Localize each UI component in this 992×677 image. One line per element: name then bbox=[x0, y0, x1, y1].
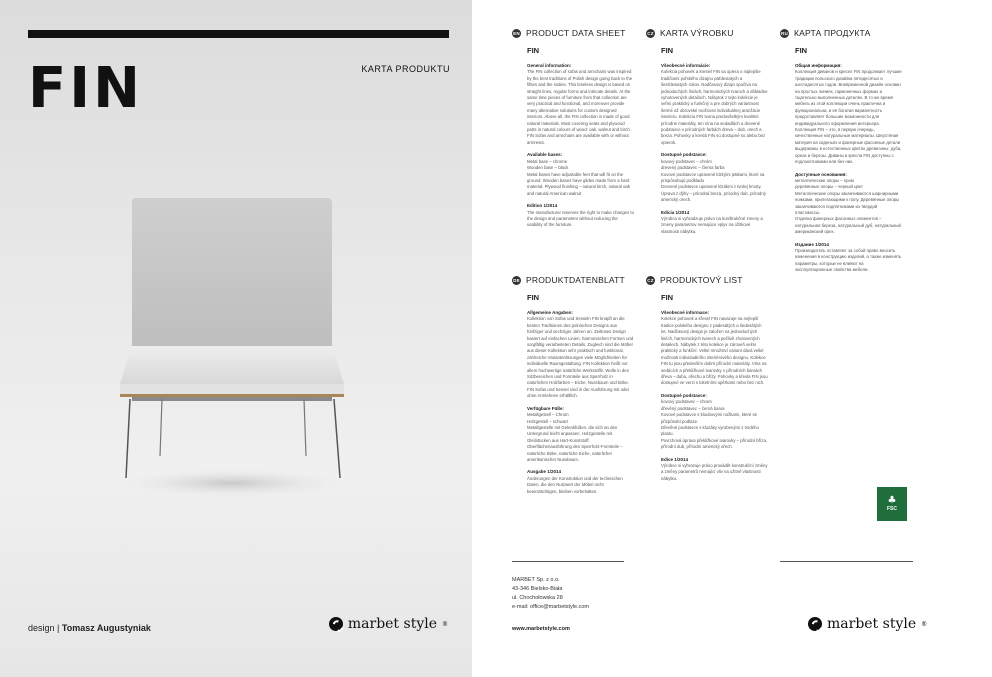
section-cz2: CZ PRODUKTOVÝ LIST FIN Všeobecné informace: Kolekce pohovek a křesel FIN navazuje na nejlepší tradice polského designu z padesátých a šedesátých let. Nadčasový design je založen na jednoduchých liniích, harmonických tvarech a pečlivě zhotovených detailech. Nábytek z této kolekce je zároveň velmi praktický a funkční. Velké množství variant dává velké možnosti individuálního interiérového designu. Kolekce FIN tu jsou především dobré přírodní materiály. Vlna na sedácích a překližkové tvarovky v přírodních barvách dřeva – dubu, ořechu a břízy. Pohovky a křesla FIN jsou dostupné ve verzi s loketními opěrkami nebo bez nich. Dostupné podstavce: kovový podstavec – chrom dřevěný podstavec – černá barva Kovové podstavce s kloubovými nožkami, které se přizpůsobí podlaze. Dřevěné podstavce s kluzáky vyrobenými z tvrdého plastu. Povrchová úprava překližkové tvarovky – přírodní bříza, přírodní dub, přírodní americký ořech. Edice 1/2014 Výrobce si vyhrazuje právo provádět konstrukční změny a změny parametrů nemající vliv na užitné vlastnosti nábytku. bbox=[647, 275, 768, 481]
flag-en-icon: EN bbox=[513, 30, 520, 36]
section-heading: PRODUCT DATA SHEET bbox=[526, 28, 626, 38]
flag-ru-icon: RU bbox=[781, 30, 788, 36]
product-name: FIN bbox=[661, 46, 674, 55]
section-en: EN PRODUCT DATA SHEET FIN General information: The FIN collection of sofas and armchairs was inspired by the best traditions of Polish design going back to the fifties and the sixties. This timeless design is based on straight lines, regular forms and intricate details. At the same time pieces of furniture from that collection are very practical and functional, and moreover provide many alternative solutions for custom designed interiors. Above all, the FIN collection is made of good natural materials. Most covering seats and plywood parts in natural colours of wood: oak, walnut and birch. FIN Sofas and armchairs are available with or without armrests. Available bases: Metal base – chrome Wooden base – black Metal bases have adjustable feet that will fit on the ground. Wooden bases have glides made from a hard material. Plywood finishing – natural birch, natural oak and natural American walnut Edition 1/2014 The manufacturer reserves the right to make changes to the design and parameters without reducing the usability of the furniture. bbox=[513, 28, 634, 228]
section-ru: RU КАРТА ПРОДУКТА FIN Общая информация: Коллекция диванов и кресел FIN продолжает лучшие традиции польского дизайна пятидесятых и шестидесятых годов. Вневременной дизайн основан на простых линиях, гармоничных формах и тщательно выполненных деталях. В то же время мебель из этой коллекции очень практична и функциональна, и её богатая вариантность предоставляет большие возможности для индивидуального оформления интерьера. Коллекция FIN – это, в первую очередь, качественные натуральные материалы. Шерстяная материя на сиденьях и фанерные фасонные детали выдержаны в естественных цветах древесины: дуба, ореха и березы. Диваны и кресла FIN доступны с подлокотниками или без них. Доступные основания: металлические опоры – хром деревянные опоры – черный цвет Металлические опоры заканчиваются шарнирными ножками, прилегающими к полу. Деревянные опоры заканчиваются подпятниками из твердой пластмассы. Отделка фанерных фасонных элементов – натуральная береза, натуральный дуб, натуральный американский орех. Издание 1/2014 Производитель оставляет за собой право вносить изменения в конструкцию изделий, а также изменять параметры, которые не влияют на эксплуатационные свойства мебели. bbox=[781, 28, 902, 273]
designer-name: Tomasz Augustyniak bbox=[61, 623, 151, 633]
section-de: DE PRODUKTDATENBLATT FIN Allgemeine Angaben: Kollektion von Sofas und Sesseln FIN knüpft an die besten Traditionen des polnischen Designs aus fünfziger und sechziger Jahren an. Zeitloses Design basiert auf einfachen Linien, harmonischen Formen und sorgfältig verarbeiteten Details. Zugleich sind die Möbel aus dieser Kollektion sehr praktisch und funktional, zahlreiche Variantenlösungen viele Möglichkeiten für individuelle Raumgestaltung. FIN Kollektion heißt vor allem hochwertige natürliche Werkstoffe. Wolle in den Sitzbereichen und Formteile aus Sperrholz in natürlichen Holzfarben – Eiche, Nussbaum und Birke. FIN Sofas und Sessel sind in der Ausführung mit oder ohne Armlehnen erhältlich. Verfügbare Füße: Metallgestell – Chrom Holzgestell – schwarz Metallgestelle mit Gelenkfüßen, die sich an den Untergrund leicht anpassen. Holzgestelle mit Gleitstücken aus Hart-Kunststoff. Oberflächenausführung des Sperrholz-Formteile – natürliche Birke, natürliche Eiche, natürlicher amerikanischer Nussbaum. Ausgabe 1/2014 Änderungen der Konstruktion und der technischen Daten, die den Nutzwert der Möbel nicht beeinträchtigen, bleiben vorbehalten. bbox=[513, 275, 634, 494]
fsc-logo: ♣ FSC bbox=[874, 487, 910, 549]
document-subtitle: KARTA PRODUKTU bbox=[361, 64, 450, 74]
flag-cz-icon: CZ bbox=[647, 277, 654, 283]
cover-page bbox=[0, 0, 472, 677]
company-address: MARBET Sp. z o.o. 43-346 Bielsko-Biała ul. Chochołowska 28 e-mail: office@marbetstyle.com bbox=[512, 577, 590, 610]
section-heading: КАРТА ПРОДУКТА bbox=[794, 28, 871, 38]
flag-cz-icon: CZ bbox=[647, 30, 654, 36]
flag-de-icon: DE bbox=[513, 277, 520, 283]
chair-image bbox=[112, 198, 352, 498]
product-name: FIN bbox=[795, 46, 808, 55]
website-link[interactable]: www.marbetstyle.com bbox=[512, 626, 570, 632]
section-cz: CZ KARTA VÝROBKU FIN Všeobecné informácie: Kolekcia pohovek a kresiel FIN sa opiera o najlepšie tradičiami poľského dizajnu päťdesiatych a šesťdesiatych rokov. Nadčasový dizajn spočíva na jednoduchých líniách, harmonických tvaroch a dôkladne vyhotovených detailoch. Nábytok z tejto kolekcie je veľmi praktický a funkčný a pre dobrých variantnost šetrné až obrovské možnosti individuálnej aranžácie interieru. Kolekciu FIN tvoria predovšetkým kvalitné prírodné materiály, ten sína na sedadlách a drevené podstavce v prírodných farbách dreva – dub, orech a breza. Pohovky a kreslá FIN sú dostupné so alebo bez opierok. Dostupné podstavce: kovový podstavec – chróm drevený podstavec – čierna farba Kovové podstavce upravené klzkými pätkami, ktoré sa prispôsobujú podkladu Drevené podstavce upravené klzákmi z tvrdej hmoty. Úprava z dýhy – prírodná breza, prírodný dub, prírodný americký orech. Edícia 1/2014 Výrobca si vyhradzuje právo na konštrukčné zmeny a zmeny parametrov nemajúce vplyv na úžitkové vlastnosti nábytku. bbox=[647, 28, 768, 234]
divider bbox=[780, 561, 913, 562]
divider bbox=[512, 561, 624, 562]
designer-credit: design | Tomasz Augustyniak bbox=[28, 623, 151, 633]
brand-mark-icon bbox=[808, 617, 822, 631]
section-heading: KARTA VÝROBKU bbox=[660, 28, 734, 38]
product-title: FIN bbox=[28, 56, 143, 121]
tree-icon: ♣ bbox=[887, 495, 897, 506]
section-heading: PRODUKTDATENBLATT bbox=[526, 275, 625, 285]
top-bar bbox=[28, 30, 449, 38]
brand-logo: marbet style ® bbox=[808, 616, 927, 632]
product-name: FIN bbox=[661, 293, 674, 302]
product-name: FIN bbox=[527, 46, 540, 55]
section-heading: PRODUKTOVÝ LIST bbox=[660, 275, 743, 285]
product-name: FIN bbox=[527, 293, 540, 302]
brand-logo: marbet style ® bbox=[329, 616, 448, 632]
brand-mark-icon bbox=[329, 617, 343, 631]
